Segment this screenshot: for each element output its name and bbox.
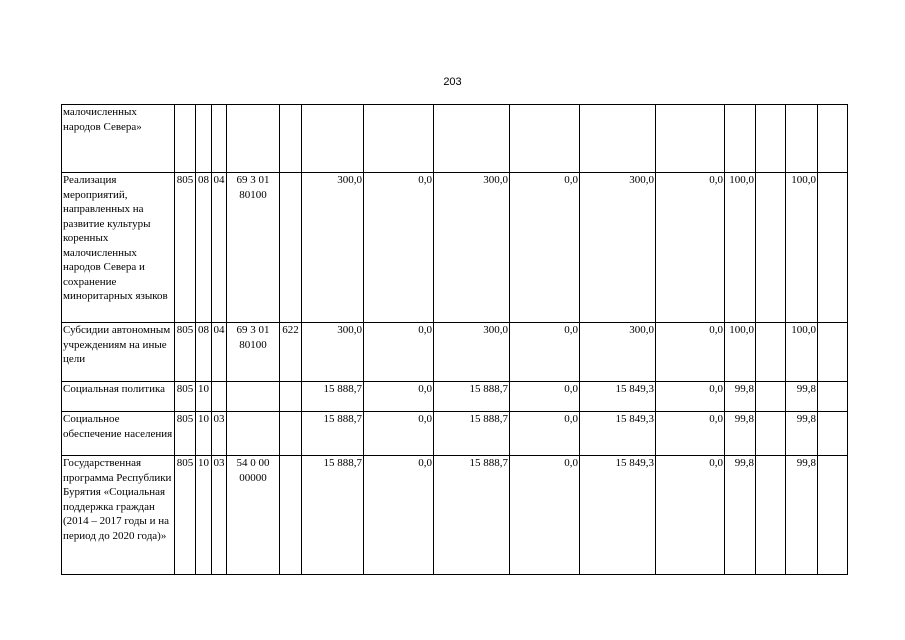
cell-v1: 15 888,7	[302, 412, 364, 456]
cell-csr: 69 3 01 80100	[227, 323, 280, 382]
cell-p2: 99,8	[786, 382, 818, 412]
cell-v6: 0,0	[656, 173, 725, 323]
cell-v1	[302, 105, 364, 173]
cell-v3: 300,0	[434, 323, 510, 382]
cell-v6: 0,0	[656, 412, 725, 456]
budget-table	[61, 104, 848, 575]
cell-v3	[434, 105, 510, 173]
cell-p2: 99,8	[786, 456, 818, 575]
cell-rz	[196, 105, 212, 173]
cell-pr	[212, 105, 227, 173]
cell-p1: 100,0	[725, 323, 756, 382]
cell-empty	[756, 456, 786, 575]
cell-v3: 15 888,7	[434, 382, 510, 412]
cell-grbs: 805	[175, 323, 196, 382]
cell-v1: 300,0	[302, 173, 364, 323]
cell-v1: 15 888,7	[302, 456, 364, 575]
cell-vr	[280, 382, 302, 412]
table-row	[62, 456, 848, 575]
cell-empty	[818, 456, 848, 575]
cell-rz: 08	[196, 173, 212, 323]
cell-v6: 0,0	[656, 323, 725, 382]
cell-v2: 0,0	[364, 323, 434, 382]
row-name: Социальное обеспечение населения	[62, 412, 175, 456]
cell-vr	[280, 412, 302, 456]
cell-empty	[818, 173, 848, 323]
cell-rz: 10	[196, 456, 212, 575]
cell-pr: 03	[212, 456, 227, 575]
cell-p1: 99,8	[725, 456, 756, 575]
cell-empty	[818, 412, 848, 456]
cell-v6: 0,0	[656, 456, 725, 575]
cell-v5: 300,0	[580, 323, 656, 382]
cell-grbs: 805	[175, 173, 196, 323]
cell-vr	[280, 456, 302, 575]
cell-p1: 99,8	[725, 382, 756, 412]
table-row	[62, 105, 848, 173]
cell-grbs	[175, 105, 196, 173]
page-number: 203	[443, 76, 462, 88]
cell-v5: 15 849,3	[580, 456, 656, 575]
table-row	[62, 382, 848, 412]
cell-csr: 69 3 01 80100	[227, 173, 280, 323]
row-name: Государственная программа Республики Бурятия «Социальная поддержка граждан (2014 – 2017 годы и на период до 2020 года)»	[62, 456, 175, 575]
cell-v4: 0,0	[510, 382, 580, 412]
cell-p2: 100,0	[786, 323, 818, 382]
cell-csr	[227, 105, 280, 173]
cell-pr: 04	[212, 173, 227, 323]
cell-v1: 15 888,7	[302, 382, 364, 412]
cell-v5	[580, 105, 656, 173]
cell-v4: 0,0	[510, 173, 580, 323]
cell-v6: 0,0	[656, 382, 725, 412]
cell-vr	[280, 105, 302, 173]
cell-v2	[364, 105, 434, 173]
row-name: Реализация мероприятий, направленных на развитие культуры коренных малочисленных народов Севера и сохранение миноритарных языков	[62, 173, 175, 323]
cell-v4: 0,0	[510, 323, 580, 382]
cell-v4: 0,0	[510, 456, 580, 575]
cell-pr	[212, 382, 227, 412]
cell-v2: 0,0	[364, 456, 434, 575]
cell-v6	[656, 105, 725, 173]
cell-csr: 54 0 00 00000	[227, 456, 280, 575]
cell-v4	[510, 105, 580, 173]
row-name: малочисленных народов Севера»	[62, 105, 175, 173]
cell-p2: 100,0	[786, 173, 818, 323]
cell-rz: 10	[196, 382, 212, 412]
cell-p2	[786, 105, 818, 173]
cell-empty	[756, 323, 786, 382]
table-row	[62, 173, 848, 323]
cell-rz: 08	[196, 323, 212, 382]
cell-pr: 04	[212, 323, 227, 382]
cell-v3: 15 888,7	[434, 456, 510, 575]
cell-v3: 15 888,7	[434, 412, 510, 456]
cell-grbs: 805	[175, 412, 196, 456]
table-row	[62, 412, 848, 456]
cell-empty	[818, 323, 848, 382]
cell-grbs: 805	[175, 456, 196, 575]
cell-grbs: 805	[175, 382, 196, 412]
cell-vr	[280, 173, 302, 323]
cell-v4: 0,0	[510, 412, 580, 456]
cell-empty	[818, 382, 848, 412]
cell-v1: 300,0	[302, 323, 364, 382]
cell-csr	[227, 412, 280, 456]
cell-empty	[756, 412, 786, 456]
cell-p1: 100,0	[725, 173, 756, 323]
cell-empty	[756, 382, 786, 412]
cell-v2: 0,0	[364, 412, 434, 456]
cell-v2: 0,0	[364, 173, 434, 323]
cell-v5: 300,0	[580, 173, 656, 323]
cell-rz: 10	[196, 412, 212, 456]
cell-v3: 300,0	[434, 173, 510, 323]
table-row	[62, 323, 848, 382]
cell-csr	[227, 382, 280, 412]
cell-p2: 99,8	[786, 412, 818, 456]
cell-vr: 622	[280, 323, 302, 382]
cell-empty	[756, 173, 786, 323]
cell-v5: 15 849,3	[580, 412, 656, 456]
cell-empty	[818, 105, 848, 173]
cell-v2: 0,0	[364, 382, 434, 412]
cell-v5: 15 849,3	[580, 382, 656, 412]
cell-p1: 99,8	[725, 412, 756, 456]
row-name: Социальная политика	[62, 382, 175, 412]
cell-empty	[756, 105, 786, 173]
row-name: Субсидии автономным учреждениям на иные цели	[62, 323, 175, 382]
cell-pr: 03	[212, 412, 227, 456]
cell-p1	[725, 105, 756, 173]
